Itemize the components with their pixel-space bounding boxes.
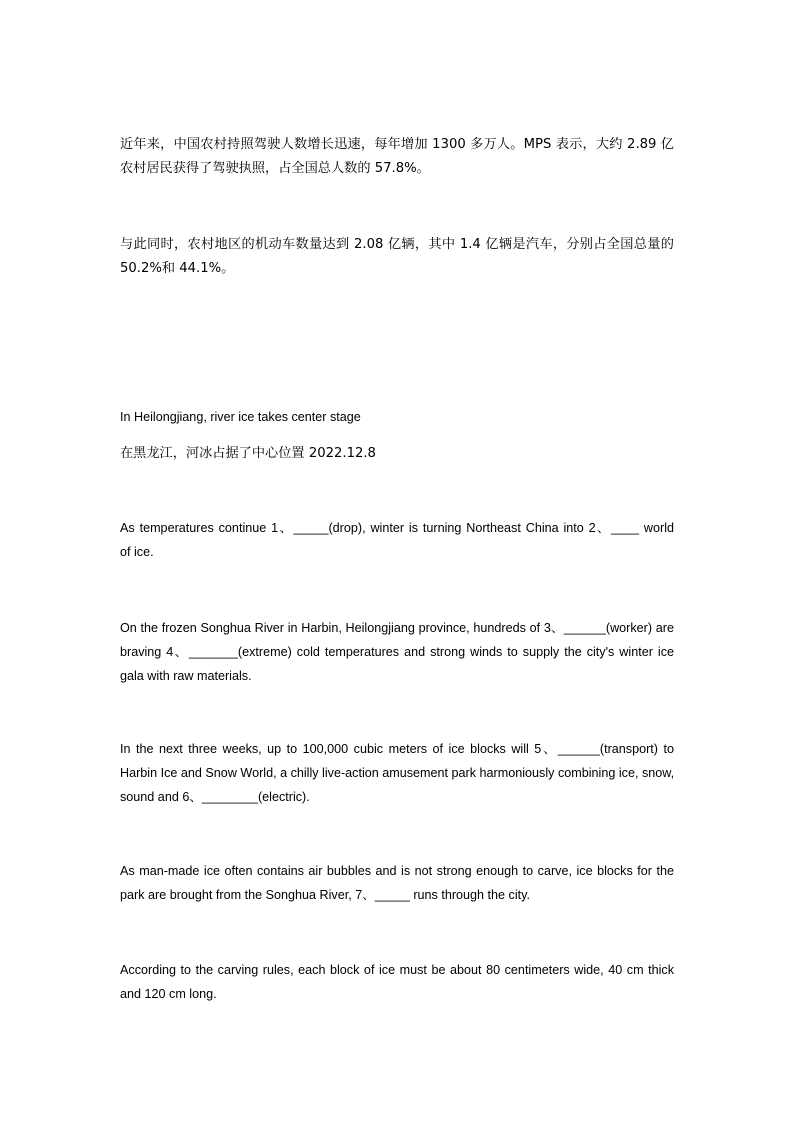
paragraph-line: On the frozen Songhua River in Harbin, Heilongjiang province, hundreds of 3、______(worker) are [120, 621, 674, 635]
zh-paragraph-line: 农村居民获得了驾驶执照，占全国总人数的 57.8%。 [120, 161, 430, 176]
exercise-paragraph-1 [120, 516, 674, 564]
paragraph-line: and 120 cm long. [120, 987, 217, 1001]
paragraph-line: According to the carving rules, each block of ice must be about 80 centimeters wide, 40 cm thick [120, 963, 674, 977]
paragraph-line: As temperatures continue 1、_____(drop), winter is turning Northeast China into 2、____ world [120, 521, 674, 535]
zh-paragraph-driving-licenses [120, 133, 674, 181]
article-title-chinese [120, 442, 674, 466]
paragraph-line: sound and 6、________(electric). [120, 790, 310, 804]
article-title-text: 在黑龙江，河冰占据了中心位置 2022.12.8 [120, 446, 376, 461]
exercise-paragraph-2 [120, 616, 674, 688]
article-title-text: In Heilongjiang, river ice takes center stage [120, 410, 361, 424]
zh-paragraph-line: 与此同时，农村地区的机动车数量达到 2.08 亿辆，其中 1.4 亿辆是汽车，分别占全国总量的 [120, 237, 674, 252]
paragraph-line: Harbin Ice and Snow World, a chilly live-action amusement park harmoniously combining ice, snow, [120, 766, 675, 780]
zh-paragraph-motor-vehicles [120, 233, 674, 281]
paragraph-line: gala with raw materials. [120, 669, 252, 683]
zh-paragraph-line: 50.2%和 44.1%。 [120, 261, 235, 276]
zh-paragraph-line: 近年来，中国农村持照驾驶人数增长迅速，每年增加 1300 多万人。MPS 表示，大约 2.89 亿 [120, 137, 674, 152]
article-title-english [120, 405, 674, 429]
paragraph-line: braving 4、_______(extreme) cold temperatures and strong winds to supply the city's winter ice [120, 645, 674, 659]
paragraph-line: of ice. [120, 545, 154, 559]
exercise-paragraph-5 [120, 958, 674, 1006]
paragraph-line: In the next three weeks, up to 100,000 cubic meters of ice blocks will 5、______(transport) to [120, 742, 674, 756]
paragraph-line: park are brought from the Songhua River, 7、_____ runs through the city. [120, 888, 531, 902]
exercise-paragraph-3 [120, 737, 674, 809]
exercise-paragraph-4 [120, 859, 674, 907]
paragraph-line: As man-made ice often contains air bubbles and is not strong enough to carve, ice blocks for the [120, 864, 674, 878]
